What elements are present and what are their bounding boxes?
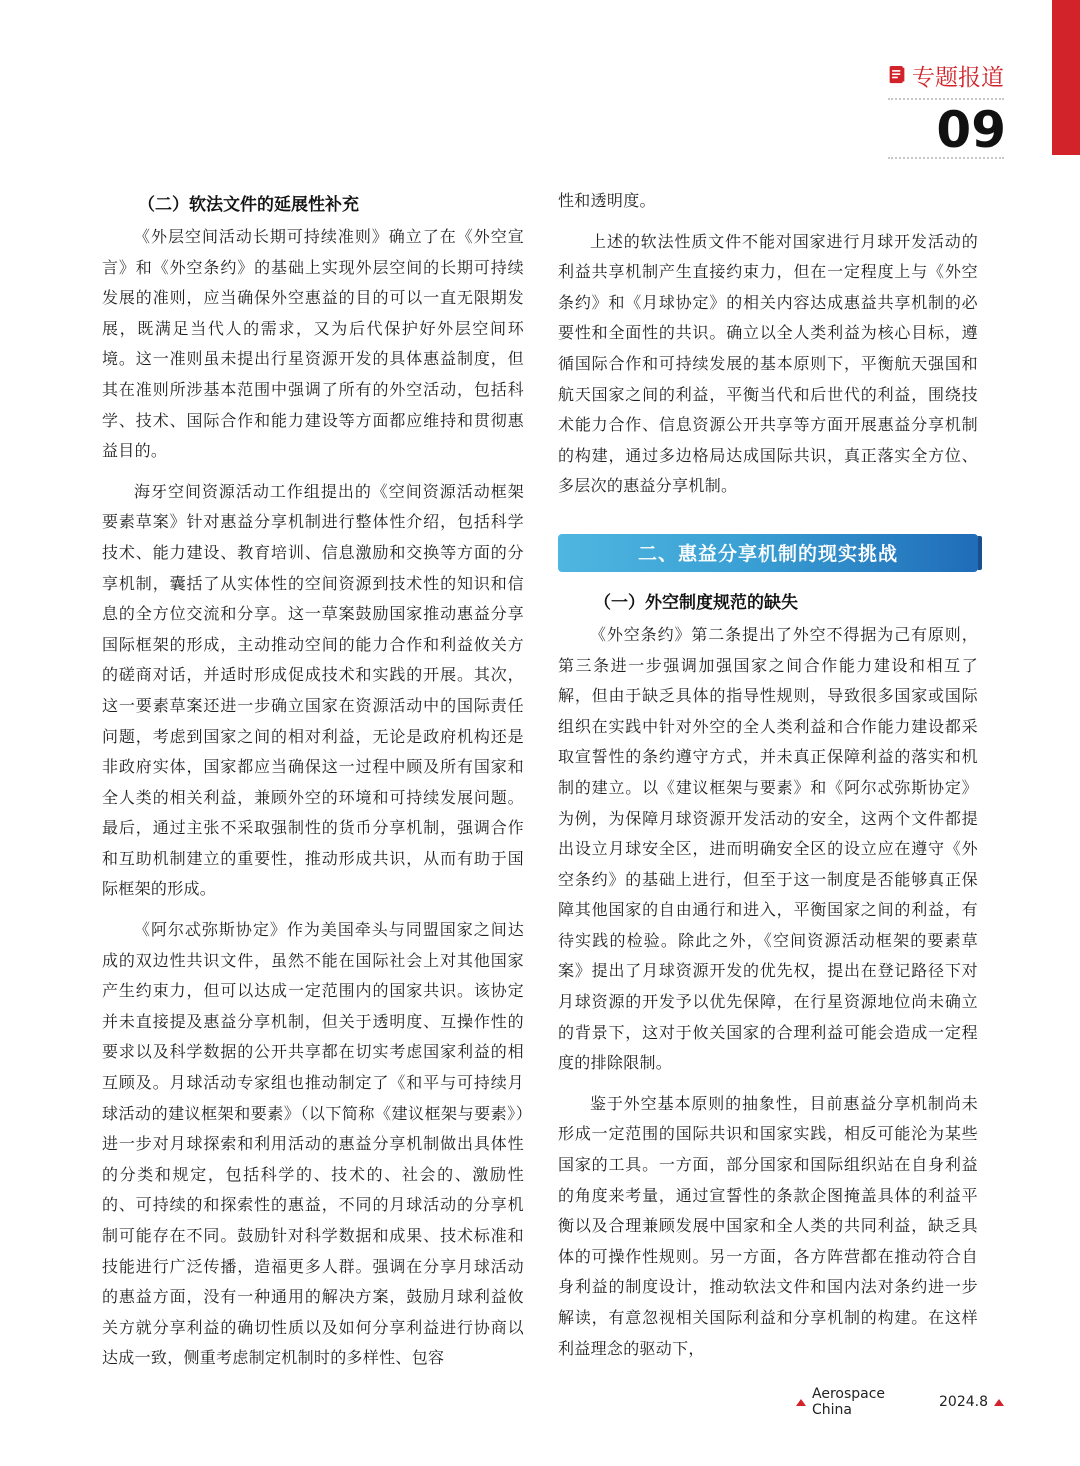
paragraph: 《外空条约》第二条提出了外空不得据为己有原则，第三条进一步强调加强国家之间合作能力建设和相互了解，但由于缺乏具体的指导性规则，导致很多国家或国际组织在实践中针对外空的全人类利益和合作能力建设都采取宣誓性的条约遵守方式，并未真正保障利益的落实和机制的建立。以《建议框架与要素》和《阿尔忒弥斯协定》为例，为保障月球资源开发活动的安全，这两个文件都提出设立月球安全区，进而明确安全区的设立应在遵守《外空条约》的基础上进行，但至于这一制度是否能够真正保障其他国家的自由通行和进入，平衡国家之间的利益，有待实践的检验。除此之外，《空间资源活动框架的要素草案》提出了月球资源开发的优先权，提出在登记路径下对月球资源的开发予以优先保障，在行星资源地位尚未确立的背景下，这对于攸关国家的合理利益可能会造成一定程度的排除限制。 [558,624,978,1073]
paragraph: 《阿尔忒弥斯协定》作为美国牵头与同盟国家之间达成的双边性共识文件，虽然不能在国际社会上对其他国家产生约束力，但可以达成一定范围内的国家共识。该协定并未直接提及惠益分享机制，但关于透明度、互操作性的要求以及科学数据的公开共享都在切实考虑国家利益的相互顾及。月球活动专家组也推动制定了《和平与可持续月球活动的建议框架和要素》（以下简称《建议框架与要素》）进一步对月球探索和利用活动的惠益分享机制做出具体性的分类和规定，包括科学的、技术的、社会的、激励性的、可持续的和探索性的惠益，不同的月球活动的分享机制可能存在不同。鼓励针对科学数据和成果、技术标准和技能进行广泛传播，造福更多人群。强调在分享月球活动的惠益方面，没有一种通用的解决方案，鼓励月球利益攸关方就分享利益的确切性质以及如何分享利益进行协商以达成一致，侧重考虑制定机制时的多样性、包容 [102,920,524,1368]
section-banner-title: 二、惠益分享机制的现实挑战 [637,543,898,566]
header-divider-bottom [888,157,1004,159]
paragraph: 鉴于外空基本原则的抽象性，目前惠益分享机制尚未形成一定范围的国际共识和国家实践，相反可能沦为某些国家的工具。一方面，部分国家和国际组织站在自身利益的角度来考量，通过宣誓性的条款企图掩盖具体的利益平衡以及合理兼顾发展中国家和全人类的共同利益，缺乏具体的可操作性规则。另一方面，各方阵营都在推动符合自身利益的制度设计，推动软法文件和国内法对条约进一步解读，有意忽视相关国际利益和分享机制的构建。在这样利益理念的驱动下， [558,1093,978,1358]
subsection-heading: （一）外空制度规范的缺失 [594,592,798,613]
subsection-heading: （二）软法文件的延展性补充 [138,195,359,215]
section-banner [558,534,978,572]
page-footer [790,1386,1010,1418]
issue-number: 2024.8 [939,1394,988,1410]
left-column [102,186,524,1374]
right-column [558,186,978,1364]
page-edge-bar [1052,0,1080,155]
section-label: 专题报道 [912,64,1004,91]
page-number: 09 [936,101,1006,159]
triangle-icon [796,1399,806,1406]
section-tag [888,58,1004,92]
journal-name: Aerospace China [812,1386,886,1418]
document-icon [888,62,906,88]
paragraph: 《外层空间活动长期可持续准则》确立了在《外空宣言》和《外空条约》的基础上实现外层空间的长期可持续发展的准则，应当确保外空惠益的目的可以一直无限期发展，既满足当代人的需求，又为后代保护好外层空间环境。这一准则虽未提出行星资源开发的具体惠益制度，但其在准则所涉基本范围中强调了所有的外空活动，包括科学、技术、国际合作和能力建设等方面都应维持和贯彻惠益目的。 [102,227,524,461]
triangle-icon [994,1399,1004,1406]
paragraph-continuation: 性和透明度。 [558,191,656,210]
paragraph: 上述的软法性质文件不能对国家进行月球开发活动的利益共享机制产生直接约束力，但在一定程度上与《外空条约》和《月球协定》的相关内容达成惠益共享机制的必要性和全面性的共识。确立以全人类利益为核心目标，遵循国际合作和可持续发展的基本原则下，平衡航天强国和航天国家之间的利益，平衡当代和后世代的利益，围绕技术能力合作、信息资源公开共享等方面开展惠益分享机制的构建，通过多边格局达成国际共识，真正落实全方位、多层次的惠益分享机制。 [558,231,978,496]
paragraph: 海牙空间资源活动工作组提出的《空间资源活动框架要素草案》针对惠益分享机制进行整体性介绍，包括科学技术、能力建设、教育培训、信息激励和交换等方面的分享机制，囊括了从实体性的空间资源到技术性的知识和信息的全方位交流和分享。这一草案鼓励国家推动惠益分享国际框架的形成，主动推动空间的能力合作和利益攸关方的磋商对话，并适时形成促成技术和实践的开展。其次，这一要素草案还进一步确立国家在资源活动中的国际责任问题，考虑到国家之间的相对利益，无论是政府机构还是非政府实体，国家都应当确保这一过程中顾及所有国家和全人类的相关利益，兼顾外空的环境和可持续发展问题。最后，通过主张不采取强制性的货币分享机制，强调合作和互助机制建立的重要性，推动形成共识，从而有助于国际框架的形成。 [102,481,524,899]
